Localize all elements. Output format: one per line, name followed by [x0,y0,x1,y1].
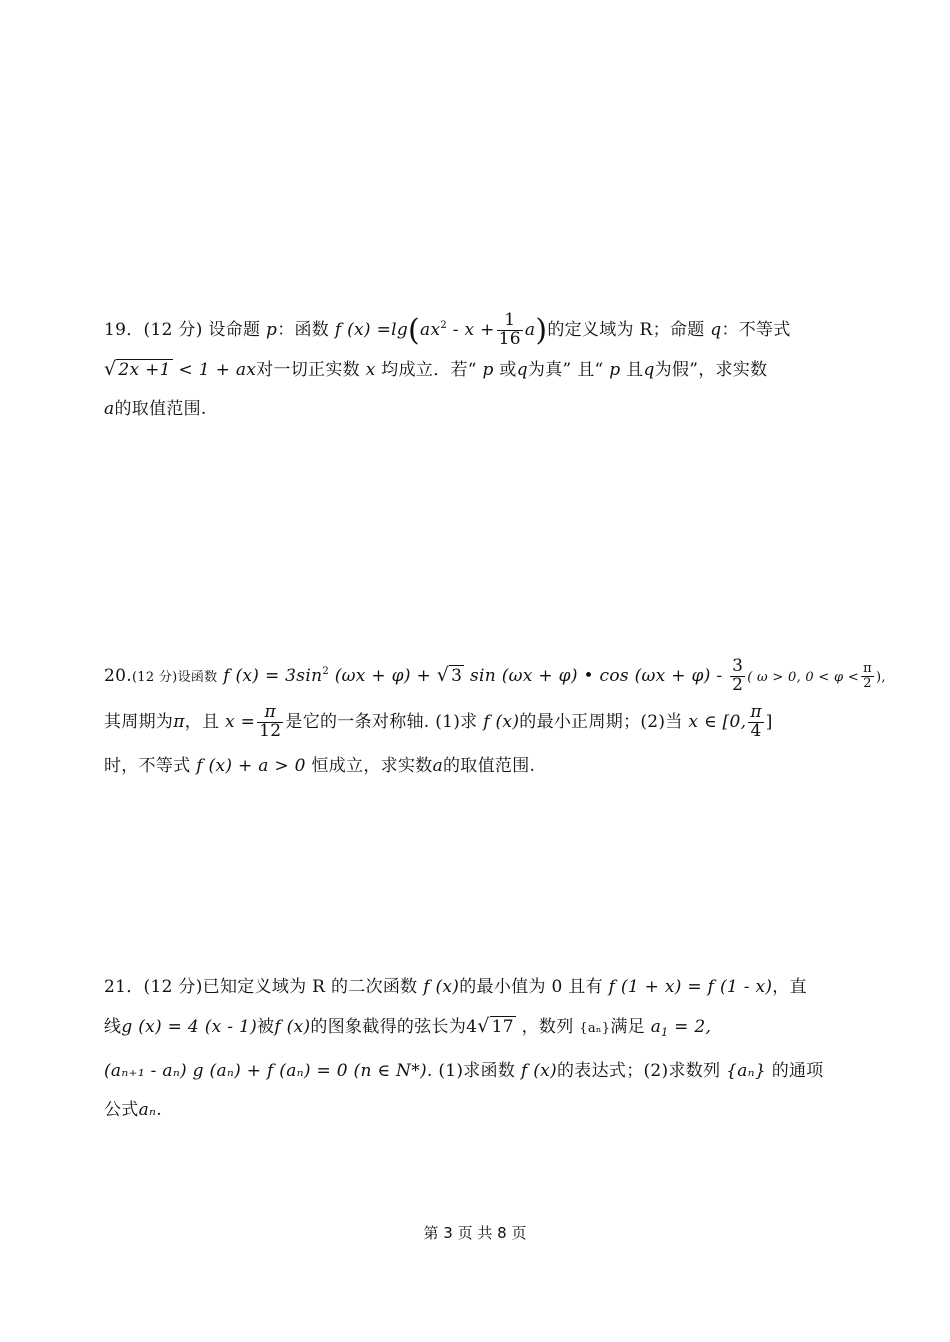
score-label: (12 分) [143,977,203,997]
problem-21-line-4 [104,1091,842,1130]
math-var: q [643,360,655,380]
math-sqrt: 2x +1 [118,360,171,380]
fraction-denominator: 16 [498,329,521,349]
text: 均成立．若“ [381,360,477,380]
fraction-numerator: π [863,661,872,677]
math-expr: f (x) =lg [334,320,409,340]
text: 设命题 [208,320,261,340]
text: 是它的一条对称轴. (1)求 [285,712,478,732]
math-expr: g (x) = 4 (x - 1) [121,1017,258,1037]
text: 的最小值为 0 且有 [459,977,603,997]
text: 时，不等式 [104,756,191,776]
text: 恒成立，求实数 [311,756,433,776]
problem-21-line-3 [104,1052,842,1091]
math-condition: ), [875,670,886,685]
text: 为真” 且“ [527,360,604,380]
text: 线 [104,1017,122,1037]
text: 且 [626,360,644,380]
fraction-numerator: π [257,704,283,723]
text: 其周期为 [104,712,174,732]
math-expr: f (x) [423,977,460,997]
problem-21 [104,968,842,1130]
math-fraction [257,704,283,741]
math-exponent: 2 [440,320,448,331]
right-paren: ) [535,313,548,348]
math-var: x [365,360,376,380]
math-expr: ] [765,712,773,732]
left-paren: ( [408,313,421,348]
text: 的取值范围. [443,756,536,776]
problem-19-line-2 [104,350,842,390]
math-sequence: {aₙ} [726,1061,766,1081]
math-expr: 4 [466,1017,478,1037]
fraction-numerator: 3 [732,656,744,677]
math-var: p [482,360,494,380]
math-var: p [609,360,621,380]
page-footer: 第 3 页 共 8 页 [423,1224,527,1242]
text: ，数列 [521,1017,574,1037]
fraction-denominator: 2 [863,676,872,691]
radical-sign: √ [477,1015,490,1037]
text: ：不等式 [721,320,791,340]
math-var: a [432,756,443,776]
problem-number: 21． [104,977,144,997]
text: 的定义域为 R；命题 [547,320,705,340]
text: 设函数 [177,670,218,685]
problem-20-line-3 [104,744,842,788]
text: 为假”，求实数 [654,360,768,380]
math-expr: = 2, [668,1017,712,1037]
problem-19 [104,306,842,429]
text: 的图象截得的弦长为 [310,1017,467,1037]
math-var: a [524,320,536,340]
text: 或 [499,360,517,380]
math-expr: sin (ωx + φ) • cos (ωx + φ) - [464,666,729,686]
problem-21-line-2 [104,1007,842,1052]
text: 的取值范围. [114,399,207,419]
fraction-denominator: 4 [750,721,762,741]
math-var: a [650,1017,662,1037]
math-fraction [730,658,745,695]
text: 的最小正周期；(2)当 [519,712,683,732]
text: 的通项 [771,1061,824,1081]
math-expr: f (x) [483,712,520,732]
radical-sign: √ [436,664,450,686]
math-expr: - x + [447,320,495,340]
math-expr: x ∈ [0, [688,712,747,732]
text: 的表达式；(2)求数列 [557,1061,721,1081]
text: 满足 [610,1017,645,1037]
fraction-denominator: 12 [259,721,282,741]
math-expr: f (x) = 3sin [223,666,323,686]
text: 被 [257,1017,275,1037]
math-expr: (ωx + φ) + [329,666,437,686]
math-expr: f (x) [274,1017,311,1037]
problem-19-line-1 [104,306,842,350]
math-fraction [748,704,763,741]
math-var: a [104,399,115,419]
math-condition: ( ω > 0, 0 < φ < [747,670,860,685]
fraction-numerator: π [750,702,762,723]
problem-20-line-1 [104,650,886,700]
problem-20 [104,650,886,788]
text: ，且 [184,712,220,732]
text: 公式 [104,1100,139,1120]
math-sqrt: 17 [491,1017,514,1037]
problem-number: 19． [104,320,144,340]
math-var: q [516,360,528,380]
math-var: π [173,712,185,732]
text: ：函数 [277,320,330,340]
score-label: (12 分) [143,320,203,340]
fraction-numerator: 1 [497,312,523,331]
radical-sign: √ [104,358,117,380]
math-expr: f (1 + x) = f (1 - x) [608,977,773,997]
math-exponent: 2 [322,666,329,677]
text: 对一切正实数 [256,360,360,380]
score-label: (12 分) [131,670,178,685]
problem-number: 20. [104,666,132,686]
text: . (1)求函数 [426,1061,516,1081]
math-var: p [266,320,278,340]
math-expr: (aₙ₊₁ - aₙ) g (aₙ) + f (aₙ) = 0 (n ∈ N*) [104,1061,427,1081]
math-fraction [861,662,874,690]
math-expr: f (x) + a > 0 [196,756,306,776]
math-expr: < 1 + ax [178,360,257,380]
math-var: q [710,320,722,340]
math-sqrt: 3 [451,666,463,686]
problem-21-line-1 [104,968,842,1007]
math-subscript: 1 [661,1026,669,1039]
math-expr: f (x) [520,1061,557,1081]
math-fraction [497,312,523,349]
text: ，直 [772,977,807,997]
math-expr: x = [225,712,256,732]
text: . [156,1100,162,1120]
problem-19-line-3 [104,390,842,429]
problem-20-line-2 [104,700,842,744]
math-var: aₙ [138,1100,157,1120]
math-expr: ax [420,320,441,340]
text: 已知定义域为 R 的二次函数 [202,977,418,997]
fraction-denominator: 2 [732,675,744,695]
math-sequence: {aₙ} [579,1021,611,1036]
